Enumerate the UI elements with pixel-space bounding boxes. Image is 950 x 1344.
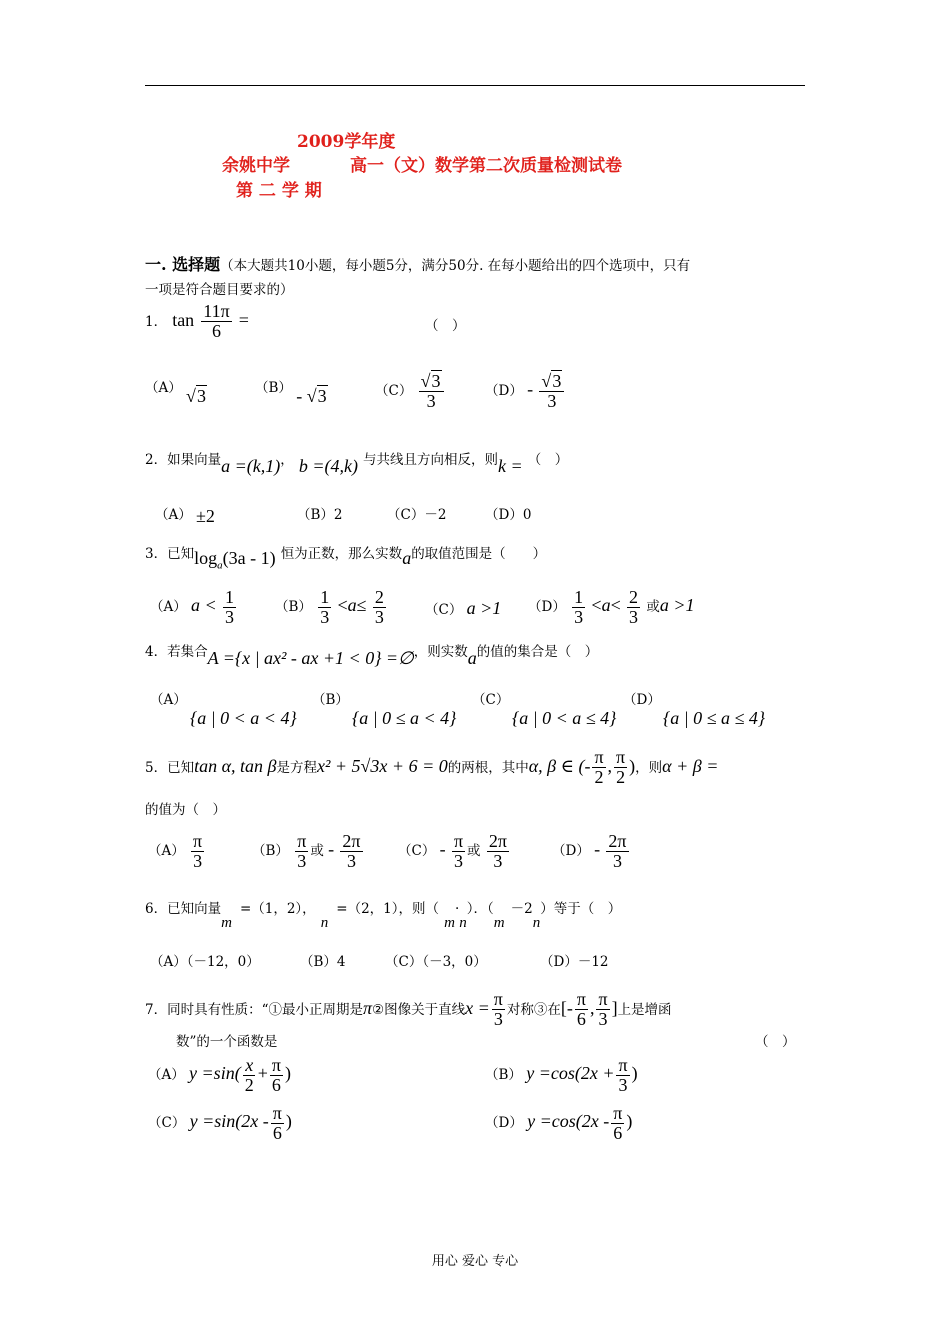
q1-b-minus: -: [296, 386, 303, 406]
q1-frac-den: 6: [211, 320, 221, 341]
q5-a-frac: [191, 832, 204, 871]
q3-b-den1: 3: [320, 606, 330, 627]
q7-paren: （ ）: [755, 1034, 796, 1050]
q7-a-den1: 2: [244, 1074, 254, 1095]
question-7: [145, 990, 672, 1029]
q3-b-le: ≤: [356, 594, 367, 615]
q7-a-den2: 6: [271, 1074, 281, 1095]
q2-a-label: （A）: [155, 507, 192, 523]
q5-d-frac: [606, 832, 628, 871]
section-heading-line: [145, 252, 690, 275]
q3-a-expr: a <: [191, 594, 217, 615]
q3-option-c[interactable]: [425, 598, 501, 619]
q5-r1-den: 2: [594, 766, 604, 787]
q7-x-frac: [492, 990, 505, 1029]
q4-c-label: （C）: [472, 692, 510, 708]
q7-a-label: （A）: [148, 1066, 185, 1083]
q7-a-frac1: [243, 1056, 256, 1095]
q3-log: log: [194, 548, 218, 568]
q3-b-a: a: [347, 594, 357, 615]
q7-b-expr: y =cos(2x +: [526, 1062, 615, 1083]
q7-tail: 上是增函: [617, 1001, 672, 1018]
question-2: [145, 448, 569, 476]
q7-i2-den: 3: [598, 1008, 608, 1029]
q4-mid: ，则实数: [413, 644, 468, 660]
q3-b-lt: <: [337, 594, 348, 615]
q5-range-comma: ,: [607, 755, 613, 776]
q6-n: n: [320, 915, 329, 931]
q5-option-b[interactable]: [252, 832, 365, 871]
q6-n-val: =（2，1），则（: [336, 901, 440, 917]
q5-b-frac1: [295, 832, 308, 871]
q1-c-label: （C）: [375, 382, 413, 399]
q5-a-den: 3: [193, 850, 203, 871]
q7-option-c[interactable]: [148, 1104, 292, 1143]
q4-set-expr: A ={x | ax² - ax +1 < 0} =∅: [207, 648, 414, 668]
q3-d-frac2: [627, 588, 640, 627]
q7-number: 7．同时具有性质：“①最小正周期是: [145, 1001, 363, 1018]
q7-c-expr: y =sin(2x -: [189, 1110, 269, 1131]
q5-d-num: 2π: [608, 831, 627, 851]
q3-c-label: （C）: [425, 602, 463, 618]
q1-a-label: （A）: [145, 380, 182, 396]
q3-d-lt2: <: [610, 594, 621, 615]
q2-option-d[interactable]: （D）0: [485, 507, 532, 523]
q6-option-a[interactable]: （A）（－12，0）: [150, 954, 260, 970]
q5-c-label: （C）: [398, 842, 436, 859]
q6-close2: ）等于（ ）: [540, 901, 622, 917]
q5-mid3: ，则: [635, 759, 663, 776]
q2-paren: （ ）: [527, 452, 569, 468]
q5-c-num2: 2π: [488, 831, 507, 851]
q7-a-expr: y =sin(: [189, 1062, 241, 1083]
q2-k: k =: [498, 456, 523, 476]
q3-a-label: （A）: [150, 598, 187, 615]
q3-b-label: （B）: [275, 598, 312, 615]
q6-m: m: [221, 915, 232, 931]
q1-frac-num: 11π: [203, 301, 230, 321]
q5-b-or: 或: [310, 842, 324, 859]
q5-c-frac1: [452, 832, 465, 871]
question-6: [145, 897, 622, 931]
q4-tail: 的值的集合是（ ）: [476, 644, 599, 660]
q7-a-close: ): [284, 1062, 291, 1083]
q3-d-or: 或: [646, 598, 660, 615]
q7-line2: 数”的一个函数是: [176, 1034, 278, 1050]
q1-c-den: 3: [426, 390, 436, 411]
q1-a-val: 3: [196, 386, 206, 406]
q3-b-frac2: [373, 588, 386, 627]
q1-option-c[interactable]: [375, 372, 446, 411]
q7-mid1: ②图像关于直线: [372, 1001, 466, 1018]
q2-vector-b: b =(4,k): [298, 456, 358, 476]
q5-tan-expr: tan α, tan β: [194, 755, 277, 776]
q1-d-den: 3: [547, 390, 557, 411]
q3-d-lt1: <: [591, 594, 602, 615]
q5-option-a[interactable]: [148, 832, 206, 871]
q7-i1-den: 6: [576, 1008, 586, 1029]
q7-b-close: ): [631, 1062, 638, 1083]
q7-c-num: π: [272, 1103, 282, 1123]
q1-b-val: 3: [317, 386, 327, 406]
q2-vector-a: a =(k,1): [221, 456, 281, 476]
q2-a-val: ±2: [196, 506, 215, 526]
q7-option-b[interactable]: [485, 1056, 638, 1095]
question-1: [145, 302, 249, 341]
q7-d-den: 6: [613, 1122, 623, 1143]
q1-option-b[interactable]: [255, 376, 328, 406]
q3-b-frac1: [318, 588, 331, 627]
q7-x-eq: x =: [465, 997, 490, 1018]
q6-m2: m: [444, 915, 455, 931]
q1-func: tan: [172, 309, 195, 330]
q3-tail: 的取值范围是（ ）: [411, 546, 547, 562]
q5-c-minus: -: [439, 838, 446, 859]
q1-b-label: （B）: [255, 380, 292, 396]
q1-option-a[interactable]: [145, 376, 207, 406]
q5-b-frac2: [340, 832, 362, 871]
q6-number: 6．已知向量: [145, 901, 222, 917]
q7-int-close: ]: [611, 997, 618, 1018]
q1-d-minus: -: [527, 378, 534, 399]
q1-b-expr: - √3: [296, 386, 327, 406]
q5-b-num1: π: [297, 831, 307, 851]
q3-d-tail: a >1: [659, 594, 695, 615]
q3-option-d[interactable]: [528, 588, 694, 627]
q5-option-c[interactable]: [398, 832, 511, 871]
q1-c-frac: [419, 372, 444, 411]
q7-int-frac1: [575, 990, 588, 1029]
q5-b-label: （B）: [252, 842, 289, 859]
q3-d-num2: 2: [629, 587, 639, 607]
q3-b-num2: 2: [374, 587, 384, 607]
q2-option-a[interactable]: [155, 503, 215, 524]
q5-number: 5．已知: [145, 759, 195, 776]
q1-c-num: √3: [419, 372, 444, 392]
q3-a: a: [402, 548, 412, 568]
q4-b-expr: {a | 0 ≤ a < 4}: [352, 708, 457, 728]
q7-int-frac2: [596, 990, 609, 1029]
q7-b-frac: [616, 1056, 629, 1095]
q5-b-minus: -: [328, 838, 335, 859]
q7-d-close: ): [626, 1110, 633, 1131]
q7-a-num1: x: [245, 1055, 254, 1075]
q1-c-num-val: 3: [431, 371, 441, 391]
q4-a: a: [467, 648, 477, 668]
q6-dot: ·: [454, 901, 460, 917]
q1-d-num: √3: [539, 372, 564, 392]
q3-a-frac: [223, 588, 236, 627]
q4-d-expr: {a | 0 ≤ a ≤ 4}: [663, 708, 766, 728]
q3-option-a[interactable]: [150, 588, 238, 627]
q3-d-num1: 1: [574, 587, 584, 607]
q5-r2-num: π: [616, 747, 626, 767]
top-rule: [145, 85, 805, 86]
q3-c-expr: a >1: [466, 598, 502, 618]
q1-d-frac: [539, 372, 564, 411]
q5-b-den2: 3: [346, 850, 356, 871]
q5-option-d[interactable]: [552, 832, 631, 871]
q3-option-b[interactable]: [275, 588, 388, 627]
q3-a-den: 3: [225, 606, 234, 627]
question-3: [145, 542, 547, 572]
q1-d-num-val: 3: [552, 371, 562, 391]
q7-pi: π: [363, 997, 373, 1018]
q7-i1-num: π: [576, 989, 586, 1009]
q5-b-den1: 3: [297, 850, 307, 871]
q6-option-c[interactable]: （C）（－3，0）: [385, 954, 487, 970]
q6-n3: n: [532, 915, 541, 931]
q4-option-b[interactable]: [312, 688, 456, 729]
header-title: 高一（文）数学第二次质量检测试卷: [350, 156, 622, 176]
q4-d-label: （D）: [623, 692, 661, 708]
q6-n2: n: [459, 915, 467, 931]
q5-c-num1: π: [453, 831, 464, 851]
q7-option-a[interactable]: [148, 1056, 291, 1095]
q2-comma: ，: [280, 452, 294, 468]
q1-d-label: （D）: [485, 382, 523, 399]
q5-c-or: 或: [467, 842, 481, 859]
q5-range-frac1: [592, 748, 605, 787]
q5-mid2: 的两根，其中: [447, 759, 529, 776]
q1-fraction: [201, 302, 231, 341]
q3-log-base: a: [217, 559, 223, 572]
q5-r2-den: 2: [616, 766, 626, 787]
q7-mid2: 对称③在: [506, 1001, 561, 1018]
q7-d-label: （D）: [485, 1114, 523, 1131]
q4-a-label: （A）: [150, 692, 187, 708]
section-desc-2: 一项是符合题目要求的）: [145, 282, 294, 298]
q7-c-close: ): [285, 1110, 292, 1131]
q5-d-den: 3: [612, 850, 622, 871]
q3-d-label: （D）: [528, 598, 566, 615]
q4-option-a[interactable]: [150, 688, 297, 729]
q5-r1-num: π: [594, 747, 604, 767]
q6-minus2: －2: [510, 901, 533, 917]
q1-a-expr: √3: [186, 386, 206, 406]
q2-mid: 与共线且方向相反，则: [363, 452, 499, 468]
q3-d-den1: 3: [574, 606, 584, 627]
header-year: 2009学年度: [297, 132, 396, 152]
page-footer: 用心 爱心 专心: [431, 1254, 519, 1269]
q7-a-frac2: [270, 1056, 283, 1095]
q5-sum: α + β =: [662, 755, 719, 776]
q5-a-num: π: [193, 831, 203, 851]
q4-b-label: （B）: [312, 692, 349, 708]
q4-option-c[interactable]: [472, 688, 616, 729]
q1-option-d[interactable]: [485, 372, 566, 411]
q5-equation: x² + 5√3x + 6 = 0: [317, 755, 448, 776]
question-4: [145, 640, 599, 668]
q7-int-open: [-: [560, 997, 573, 1018]
q4-number: 4．若集合: [145, 644, 208, 660]
q5-d-label: （D）: [552, 842, 590, 859]
q1-eq: =: [238, 309, 249, 330]
header-term: 第 二 学 期: [236, 181, 322, 201]
q3-number: 3．已知: [145, 546, 195, 562]
q7-a-num2: π: [271, 1055, 281, 1075]
q7-a-plus: +: [257, 1062, 268, 1083]
q2-option-c[interactable]: （C）－2: [387, 507, 447, 523]
q5-a-label: （A）: [148, 842, 185, 859]
question-5: [145, 748, 718, 787]
q7-d-num: π: [613, 1103, 623, 1123]
q3-b-den2: 3: [374, 606, 384, 627]
q5-range-close: ): [629, 755, 636, 776]
q5-b-num2: 2π: [342, 831, 361, 851]
q3-d-a: a: [601, 594, 611, 615]
q4-option-d[interactable]: [623, 688, 765, 729]
section-desc-1: （本大题共10小题，每小题5分，满分50分. 在每小题给出的四个选项中，只有: [220, 258, 691, 274]
q5-mid1: 是方程: [276, 759, 318, 776]
section-heading: 一. 选择题: [145, 255, 221, 274]
q7-d-expr: y =cos(2x -: [527, 1110, 610, 1131]
q7-b-den: 3: [618, 1074, 628, 1095]
q6-option-b[interactable]: （B）4: [300, 954, 346, 970]
q7-c-label: （C）: [148, 1114, 186, 1131]
q7-c-den: 6: [272, 1122, 282, 1143]
q3-d-frac1: [572, 588, 585, 627]
q6-m-val: =（1，2），: [239, 901, 316, 917]
q2-option-b[interactable]: （B）2: [297, 507, 343, 523]
q3-b-num1: 1: [320, 587, 330, 607]
q7-option-d[interactable]: [485, 1104, 632, 1143]
q7-b-label: （B）: [485, 1066, 522, 1083]
q6-close1: ）: [466, 901, 474, 917]
q5-d-minus: -: [594, 838, 601, 859]
q6-dot2: ．（: [473, 901, 494, 917]
q5-line2: 的值为（ ）: [145, 802, 226, 818]
q7-x-num: π: [493, 989, 503, 1009]
q7-c-frac: [271, 1104, 284, 1143]
q7-int-comma: ,: [589, 997, 595, 1018]
q3-log-expr: [194, 548, 276, 572]
q7-d-frac: [611, 1104, 624, 1143]
q5-range-frac2: [614, 748, 627, 787]
q2-number: 2．如果向量: [145, 452, 222, 468]
q5-range-open: α, β ∈ (-: [528, 755, 591, 776]
q1-number: 1．: [145, 313, 168, 330]
header-school: 余姚中学: [222, 156, 290, 176]
q4-c-expr: {a | 0 < a ≤ 4}: [512, 708, 617, 728]
q7-x-den: 3: [493, 1008, 503, 1029]
q3-d-den2: 3: [629, 606, 639, 627]
q3-a-num: 1: [225, 587, 234, 607]
q3-mid: 恒为正数，那么实数: [280, 546, 403, 562]
q6-m3: m: [493, 915, 505, 931]
q1-paren: （ ）: [425, 318, 466, 334]
q7-b-num: π: [618, 1055, 628, 1075]
q5-c-den1: 3: [453, 850, 463, 871]
q6-option-d[interactable]: （D）－12: [540, 954, 609, 970]
q7-i2-num: π: [598, 989, 608, 1009]
q5-c-den2: 3: [493, 850, 503, 871]
q5-c-frac2: [487, 832, 509, 871]
q3-log-arg: (3a - 1): [222, 548, 276, 568]
q4-a-expr: {a | 0 < a < 4}: [190, 708, 297, 728]
